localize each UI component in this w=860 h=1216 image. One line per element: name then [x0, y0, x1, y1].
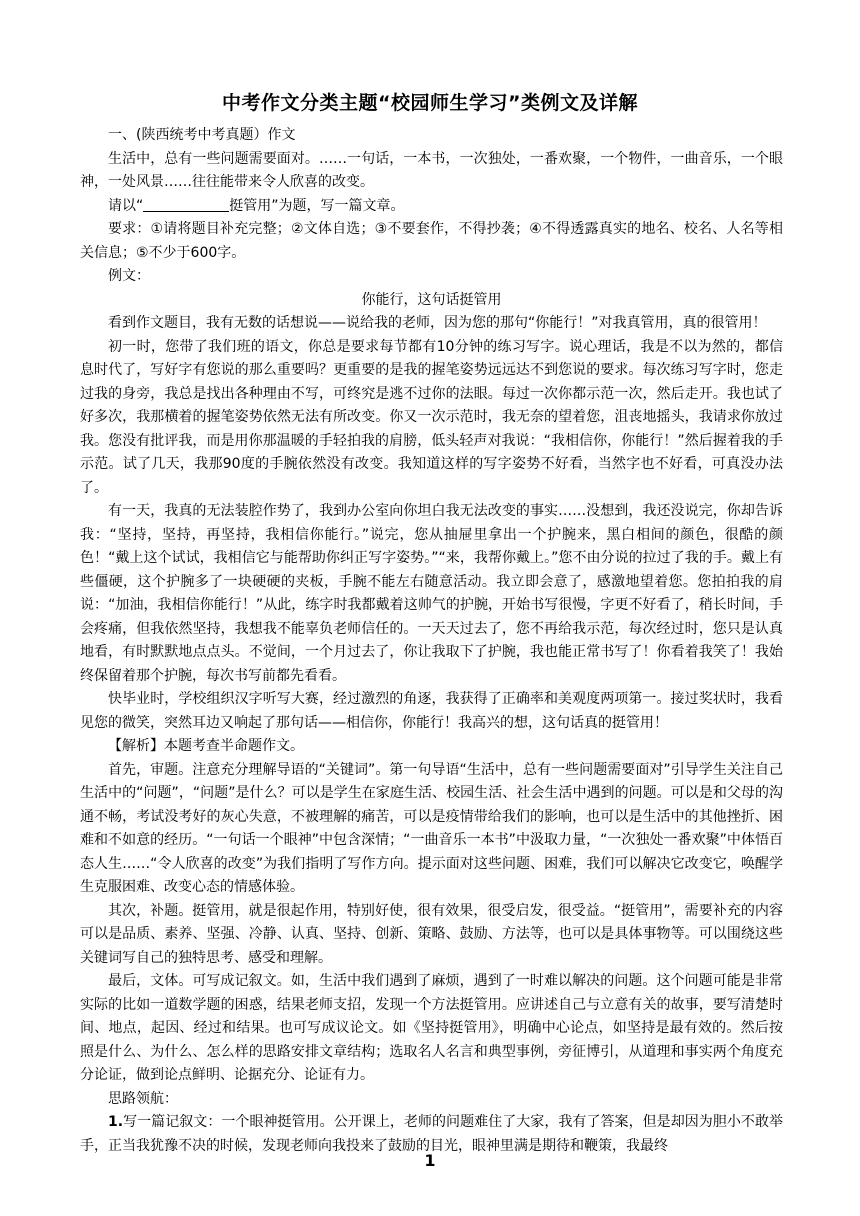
title-blank — [143, 196, 229, 212]
page-title: 中考作文分类主题“校园师生学习”类例文及详解 — [222, 92, 638, 114]
prompt-instruction — [80, 195, 783, 219]
essay-paragraph: 看到作文题目，我有无数的话想说——说给我的老师，因为您的那句“你能行！”对我真管用，真的很管用！ — [108, 315, 767, 331]
essay-title: 你能行，这句话挺管用 — [361, 291, 502, 308]
essay-paragraph: 有一天，我真的无法装腔作势了，我到办公室向你坦白我无法改变的事实……没想到，我还没说完，你却告诉我：“坚持，坚持，再坚持，我相信你能行。”说完，您从抽屉里拿出一个护腕来，黑白相间的颜色，很酷的颜色！“戴上这个试试，我相信它与能帮助你纠正写字姿势。”“来，我帮你戴上。”您不由分说的拉过了我的手。戴上有些僵硬，这个护腕多了一块硬硬的夹板，手腕不能左右随意活动。我立即会意了，感激地望着您。您拍拍我的肩说：“加油，我相信你能行！”从此，练字时我都戴着这帅气的护腕，开始书写很慢，字更不好看了，稍长时间，手会疼痛，但我依然坚持，我想我不能辜负老师信任的。一天天过去了，您不再给我示范，每次经过时，您只是认真地看，有时默默地点点头。不觉间，一个月过去了，你让我取下了护腕，我也能正常书写了！你看着我笑了！我始终保留着那个护腕，每次书写前都先看看。 — [80, 503, 783, 684]
prompt-requirements: 要求：①请将题目补充完整；②文体自选；③不要套作，不得抄袭；④不得透露真实的地名、校名、人名等相关信息；⑤不少于600字。 — [80, 221, 783, 261]
instruction-pre: 请以“ — [108, 197, 144, 214]
ideas-item-number: 1. — [108, 1114, 124, 1130]
prompt-intro: 生活中，总有一些问题需要面对。……一句话，一本书，一次独处，一番欢聚，一个物件，一曲音乐，一个眼神，一处风景……往往能带来令人欣喜的改变。 — [80, 150, 783, 190]
page-number: 1 — [424, 1151, 436, 1170]
analysis-paragraph: 其次，补题。挺管用，就是很起作用，特别好使，很有效果，很受启发，很受益。“挺管用”，需要补充的内容可以是品质、素养、坚强、冷静、认真、坚持、创新、策略、鼓励、方法等，也可以是具体事物等。可以围绕这些关键词写自己的独特思考、感受和理解。 — [80, 902, 783, 966]
instruction-post: 挺管用”为题，写一篇文章。 — [229, 197, 405, 214]
analysis-label: 【解析】本题考查半命题作文。 — [108, 738, 304, 754]
analysis-paragraph: 最后，文体。可写成记叙文。如，生活中我们遇到了麻烦，遇到了一时难以解决的问题。这个问题可能是非常实际的比如一道数学题的困惑，结果老师支招，发现一个方法挺管用。应讲述自己与立意有关的故事，要写清楚时间、地点，起因、经过和结果。也可写成议论文。如《坚持挺管用》，明确中心论点，如坚持是最有效的。然后按照是什么、为什么、怎么样的思路安排文章结构；选取名人名言和典型事例，旁征博引，从道理和事实两个角度充分论证，做到论点鲜明、论据充分、论证有力。 — [80, 973, 783, 1083]
analysis-paragraph: 首先，审题。注意充分理解导语的“关键词”。第一句导语“生活中，总有一些问题需要面对”引导学生关注自己生活中的“问题”，“问题”是什么？可以是学生在家庭生活、校园生活、社会生活中遇到的问题。可以是和父母的沟通不畅，考试没考好的灰心失意，不被理解的痛苦，可以是疫情带给我们的影响，也可以是生活中的其他挫折、困难和不如意的经历。“一句话一个眼神”中包含深情；“一曲音乐一本书”中汲取力量，“一次独处一番欢聚”中体悟百态人生……“令人欣喜的改变”为我们指明了写作方向。提示面对这些问题、困难，我们可以解决它改变它，唤醒学生克服困难、改变心态的情感体验。 — [80, 761, 783, 895]
document-body — [80, 124, 783, 1158]
essay-paragraph: 快毕业时，学校组织汉字听写大赛，经过激烈的角逐，我获得了正确率和美观度两项第一。接过奖状时，我看见您的微笑，突然耳边又响起了那句话——相信你，你能行！我高兴的想，这句话真的挺管用！ — [80, 691, 783, 731]
example-label: 例文： — [108, 268, 150, 284]
section-heading: 一、(陕西统考中考真题）作文 — [108, 127, 296, 143]
ideas-item-text: 写一篇记叙文：一个眼神挺管用。公开课上，老师的问题难住了大家，我有了答案，但是却因为胆小不敢举手，正当我犹豫不决的时候，发现老师向我投来了鼓励的目光，眼神里满是期待和鞭策，我最终 — [80, 1114, 783, 1154]
essay-paragraph: 初一时，您带了我们班的语文，你总是要求每节都有10分钟的练习写字。说心理话，我是不以为然的，都信息时代了，写好字有您说的那么重要吗？更重要的是我的握笔姿势远远达不到您说的要求。每次练习写字时，您走过我的身旁，我总是找出各种理由不写，可终究是逃不过你的法眼。每过一次你都示范一次，然后走开。我也试了好多次，我那横着的握笔姿势依然无法有所改变。你又一次示范时，我无奈的望着您，沮丧地摇头，我请求你放过我。您没有批评我，而是用你那温暖的手轻拍我的肩膀，低头轻声对我说：“我相信你，你能行！”然后握着我的手示范。试了几天，我那90度的手腕依然没有改变。我知道这样的写字姿势不好看，当然字也不好看，可真没办法了。 — [80, 338, 783, 496]
ideas-label: 思路领航： — [108, 1090, 178, 1107]
